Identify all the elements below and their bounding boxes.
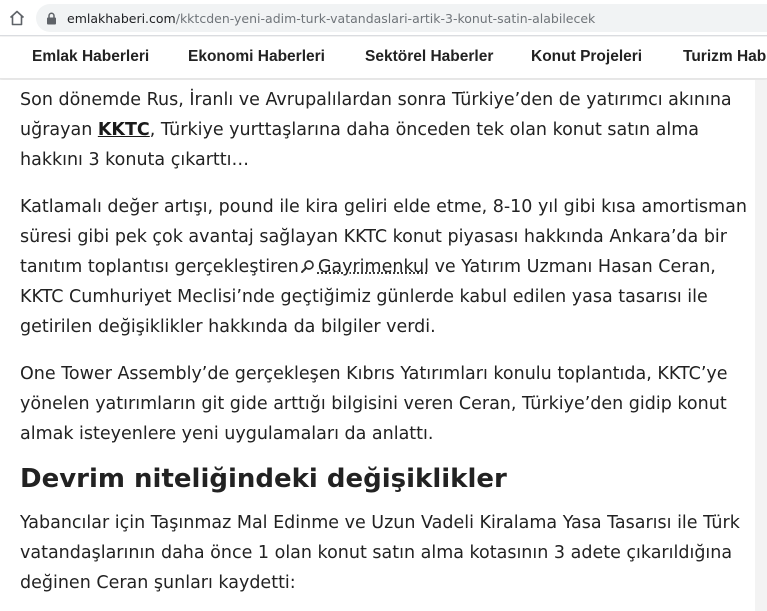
paragraph-text: Katlamalı değer artışı, pound ile kira geliri elde etme, 8-10 yıl gibi kısa amortisman süresi gibi pek çok avantaj sağlayan KKTC konut piyasası hakkında Ankara’da bir tanıtım toplantısı gerçekleştiren (20, 197, 747, 277)
url-host: emlakhaberi.com (67, 10, 176, 26)
article-area (0, 80, 767, 611)
category-nav (0, 37, 767, 79)
article-paragraph-3: One Tower Assembly’de gerçekleşen Kıbrıs Yatırımları konulu toplantıda, KKTC’ye yönelen yatırımların git gide arttığı bilgisini veren Ceran, Türkiye’den gidip konut almak isteyenlere yeni uygulamaları da anlattı. (20, 364, 728, 444)
nav-item-ekonomi-haberleri[interactable]: Ekonomi Haberleri (188, 48, 325, 65)
paragraph-text: , Türkiye yurttaşlarına daha önceden tek olan konut satın alma hakkını 3 konuta çıkarttı… (20, 120, 699, 170)
url-path: /kktcden-yeni-adim-turk-vatandaslari-artik-3-konut-satin-alabilecek (175, 10, 596, 26)
article-paragraph-1 (20, 85, 750, 175)
nav-item-emlak-haberleri[interactable]: Emlak Haberleri (32, 48, 150, 65)
home-icon (8, 9, 26, 27)
paragraph-text: Son dönemde Rus, İranlı ve Avrupalılardan sonra Türkiye’den de yatırımcı akınına uğrayan (20, 90, 732, 140)
kktc-link[interactable]: KKTC (97, 120, 150, 140)
scrollbar-track[interactable] (755, 80, 767, 611)
keyword-link-gayrimenkul[interactable]: Gayrimenkul (317, 257, 429, 277)
search-icon (300, 259, 315, 274)
home-button[interactable] (6, 7, 28, 29)
nav-item-sektorel-haberler[interactable]: Sektörel Haberler (365, 48, 494, 65)
paragraph-text: ve Yatırım Uzmanı Hasan Ceran, KKTC Cumhuriyet Meclisi’nde geçtiğimiz günlerde kabul edilen yasa tasarısı ile getirilen değişiklikler hakkında da bilgiler verdi. (20, 257, 716, 337)
nav-item-konut-projeleri[interactable]: Konut Projeleri (531, 48, 643, 65)
article-paragraph-2 (20, 192, 750, 342)
article-body (0, 80, 755, 611)
section-heading: Devrim niteliğindeki değişiklikler (20, 464, 507, 494)
article-paragraph-4: Yabancılar için Taşınmaz Mal Edinme ve Uzun Vadeli Kiralama Yasa Tasarısı ile Türk vatandaşlarının daha önce 1 olan konut satın alma kotasının 3 adete çıkarıldığına değinen Ceran şunları kaydetti: (20, 513, 740, 593)
nav-item-turizm-haberleri[interactable]: Turizm Hab (683, 48, 767, 65)
url-field[interactable] (36, 4, 767, 32)
lock-icon (46, 12, 57, 25)
browser-address-bar (0, 0, 767, 36)
